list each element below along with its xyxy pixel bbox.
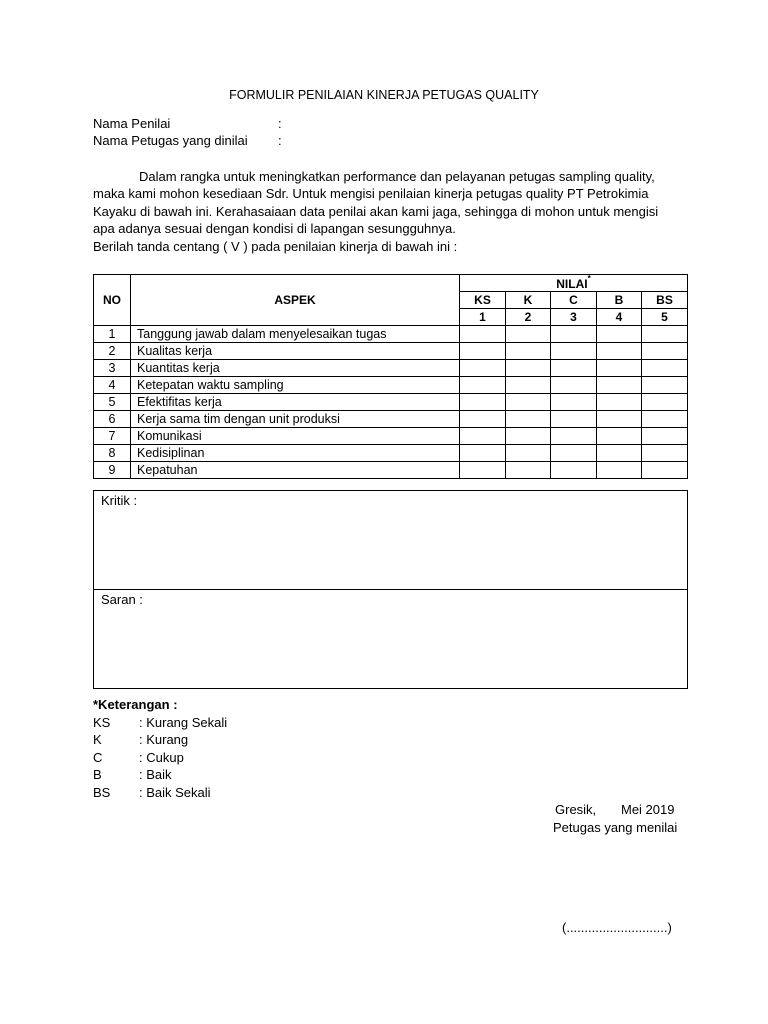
row-number: 8 bbox=[94, 445, 131, 462]
score-cell[interactable] bbox=[597, 377, 642, 394]
row-number: 9 bbox=[94, 462, 131, 479]
field-label-nama-penilai: Nama Penilai bbox=[93, 116, 171, 131]
score-cell[interactable] bbox=[506, 428, 551, 445]
score-cell[interactable] bbox=[551, 445, 597, 462]
signature-date: Mei 2019 bbox=[621, 802, 675, 817]
row-aspek: Kerja sama tim dengan unit produksi bbox=[131, 411, 460, 428]
table-row bbox=[94, 326, 688, 343]
score-cell[interactable] bbox=[460, 445, 506, 462]
score-cell[interactable] bbox=[460, 411, 506, 428]
field-label-nama-petugas: Nama Petugas yang dinilai bbox=[93, 133, 248, 148]
legend-code: C bbox=[93, 750, 103, 765]
legend-code: KS bbox=[93, 715, 111, 730]
legend-code: K bbox=[93, 732, 102, 747]
score-cell[interactable] bbox=[597, 343, 642, 360]
score-cell[interactable] bbox=[506, 326, 551, 343]
intro-line: maka kami mohon kesediaan Sdr. Untuk mengisi penilaian kinerja petugas quality PT Petrokimia bbox=[93, 186, 649, 201]
score-cell[interactable] bbox=[460, 377, 506, 394]
score-cell[interactable] bbox=[460, 343, 506, 360]
score-header: 4 bbox=[597, 309, 642, 326]
score-cell[interactable] bbox=[460, 428, 506, 445]
field-colon: : bbox=[278, 116, 282, 131]
score-header: 2 bbox=[506, 309, 551, 326]
score-cell[interactable] bbox=[506, 462, 551, 479]
signature-place: Gresik, bbox=[555, 802, 597, 817]
row-number: 7 bbox=[94, 428, 131, 445]
row-aspek: Kepatuhan bbox=[131, 462, 460, 479]
row-number: 1 bbox=[94, 326, 131, 343]
score-cell[interactable] bbox=[642, 445, 688, 462]
score-cell[interactable] bbox=[642, 360, 688, 377]
legend-desc: : Cukup bbox=[139, 750, 184, 765]
score-cell[interactable] bbox=[460, 394, 506, 411]
score-cell[interactable] bbox=[642, 326, 688, 343]
row-aspek: Ketepatan waktu sampling bbox=[131, 377, 460, 394]
assessment-table bbox=[93, 274, 688, 479]
intro-instruction: Berilah tanda centang ( V ) pada penilaian kinerja di bawah ini : bbox=[93, 239, 458, 254]
score-cell[interactable] bbox=[597, 462, 642, 479]
row-number: 5 bbox=[94, 394, 131, 411]
legend-desc: : Kurang bbox=[139, 732, 189, 747]
score-cell[interactable] bbox=[642, 343, 688, 360]
score-header: 5 bbox=[642, 309, 688, 326]
score-cell[interactable] bbox=[460, 360, 506, 377]
nilai-label: NILAI bbox=[556, 276, 588, 291]
score-cell[interactable] bbox=[460, 462, 506, 479]
score-cell[interactable] bbox=[551, 428, 597, 445]
grade-header: C bbox=[551, 292, 597, 309]
kritik-box[interactable] bbox=[93, 490, 688, 590]
score-header: 1 bbox=[460, 309, 506, 326]
row-number: 6 bbox=[94, 411, 131, 428]
row-number: 3 bbox=[94, 360, 131, 377]
grade-header: B bbox=[597, 292, 642, 309]
table-body bbox=[94, 326, 688, 479]
saran-label: Saran : bbox=[101, 592, 143, 607]
score-cell[interactable] bbox=[506, 394, 551, 411]
score-cell[interactable] bbox=[642, 462, 688, 479]
intro-line: Dalam rangka untuk meningkatkan performance dan pelayanan petugas sampling quality, bbox=[139, 169, 655, 184]
score-cell[interactable] bbox=[597, 428, 642, 445]
score-cell[interactable] bbox=[506, 445, 551, 462]
row-number: 4 bbox=[94, 377, 131, 394]
table-row bbox=[94, 428, 688, 445]
table-row bbox=[94, 343, 688, 360]
grade-header: K bbox=[506, 292, 551, 309]
signature-role: Petugas yang menilai bbox=[553, 820, 678, 835]
intro-line: Kayaku di bawah ini. Kerahasaiaan data penilai akan kami jaga, sehingga di mohon untuk mengisi bbox=[93, 204, 659, 219]
table-row bbox=[94, 360, 688, 377]
form-title: FORMULIR PENILAIAN KINERJA PETUGAS QUALITY bbox=[229, 88, 539, 102]
legend-desc: : Baik bbox=[139, 767, 172, 782]
row-aspek: Tanggung jawab dalam menyelesaikan tugas bbox=[131, 326, 460, 343]
score-cell[interactable] bbox=[551, 377, 597, 394]
score-cell[interactable] bbox=[551, 394, 597, 411]
score-cell[interactable] bbox=[506, 360, 551, 377]
row-aspek: Komunikasi bbox=[131, 428, 460, 445]
score-cell[interactable] bbox=[551, 411, 597, 428]
legend-desc: : Kurang Sekali bbox=[139, 715, 228, 730]
kritik-label: Kritik : bbox=[101, 493, 138, 508]
score-cell[interactable] bbox=[506, 343, 551, 360]
row-aspek: Kuantitas kerja bbox=[131, 360, 460, 377]
score-cell[interactable] bbox=[551, 462, 597, 479]
score-cell[interactable] bbox=[597, 411, 642, 428]
score-cell[interactable] bbox=[597, 445, 642, 462]
table-row bbox=[94, 394, 688, 411]
table-row bbox=[94, 462, 688, 479]
score-cell[interactable] bbox=[642, 428, 688, 445]
row-aspek: Kedisiplinan bbox=[131, 445, 460, 462]
legend-code: BS bbox=[93, 785, 111, 800]
nilai-footnote-marker: * bbox=[587, 273, 591, 283]
row-aspek: Efektifitas kerja bbox=[131, 394, 460, 411]
score-cell[interactable] bbox=[597, 360, 642, 377]
score-cell[interactable] bbox=[506, 377, 551, 394]
table-row bbox=[94, 445, 688, 462]
row-number: 2 bbox=[94, 343, 131, 360]
grade-header: KS bbox=[460, 292, 506, 309]
legend-desc: : Baik Sekali bbox=[139, 785, 211, 800]
grade-header: BS bbox=[642, 292, 688, 309]
intro-line: apa adanya sesuai dengan kondisi di lapangan sesungguhnya. bbox=[93, 221, 456, 236]
signature-name-line: (............................) bbox=[562, 920, 672, 935]
score-cell[interactable] bbox=[642, 411, 688, 428]
score-cell[interactable] bbox=[642, 377, 688, 394]
table-row bbox=[94, 377, 688, 394]
score-cell[interactable] bbox=[597, 394, 642, 411]
score-cell[interactable] bbox=[597, 326, 642, 343]
score-cell[interactable] bbox=[551, 326, 597, 343]
col-header-aspek: ASPEK bbox=[131, 275, 460, 326]
score-cell[interactable] bbox=[551, 343, 597, 360]
row-aspek: Kualitas kerja bbox=[131, 343, 460, 360]
legend-code: B bbox=[93, 767, 102, 782]
score-cell[interactable] bbox=[460, 326, 506, 343]
table-row bbox=[94, 411, 688, 428]
saran-box[interactable] bbox=[93, 589, 688, 689]
field-colon: : bbox=[278, 133, 282, 148]
score-cell[interactable] bbox=[506, 411, 551, 428]
score-header: 3 bbox=[551, 309, 597, 326]
keterangan-title: *Keterangan : bbox=[93, 697, 178, 712]
col-header-nilai bbox=[460, 275, 688, 292]
col-header-no: NO bbox=[94, 275, 131, 326]
score-cell[interactable] bbox=[551, 360, 597, 377]
score-cell[interactable] bbox=[642, 394, 688, 411]
